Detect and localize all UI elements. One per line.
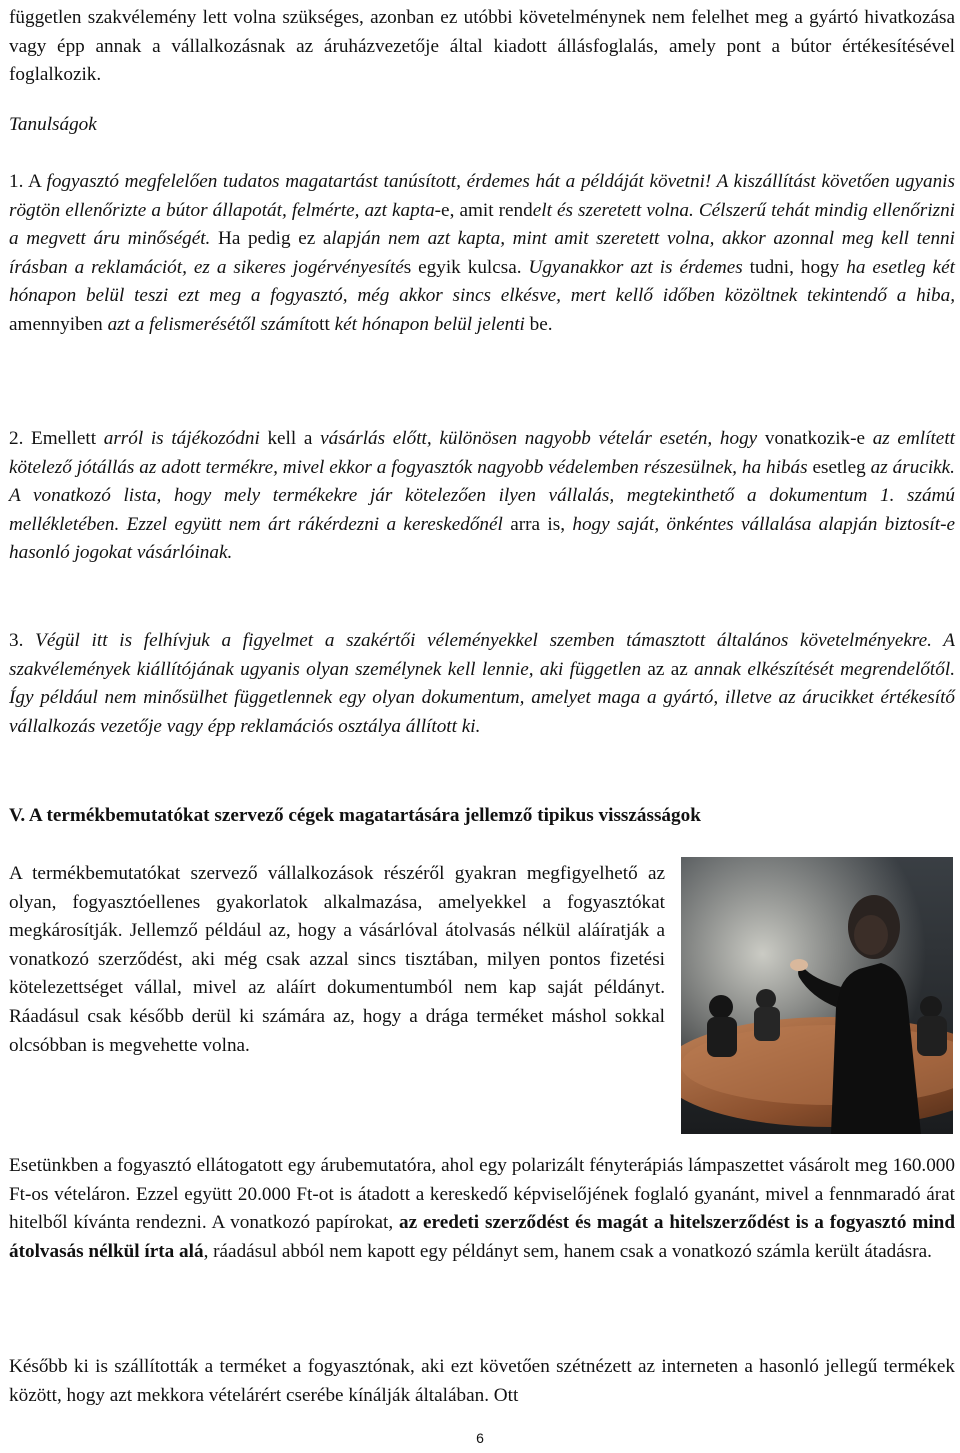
section-paragraph-1: A termékbemutatókat szervező vállalkozások részéről gyakran megfigyelhető az olyan, fogyasztóellenes gyakorlatok alkalmazása, amelyekkel a fogyasztókat megkárosítják. Jellemző például az, hogy a vásárlóval átolvasás nélkül aláíratják a vonatkozó szerződést, aki még csak azzal sincs tisztában, milyen pontos fizetési kötelezettséget vállal, mivel az aláírt dokumentumból nem kap saját példányt. Ráadásul csak később derül ki számára az, hogy a drága terméket máshol sokkal olcsóbban is megvehette volna. xyxy=(9,863,665,1056)
lessons-title: Tanulságok xyxy=(9,114,97,135)
section-paragraph-2: Esetünkben a fogyasztó ellátogatott egy árubemutatóra, ahol egy polarizált fényterápiás lámpaszettet vásárolt meg 160.000 Ft-os vételáron. Ezzel együtt 20.000 Ft-ot is átadott a kereskedő képviselőjének foglaló gyanánt, mivel a fennmaradó árat hitelből kívánta rendezni. A vonatkozó papírokat, az eredeti szerződést és magát a hitelszerződést is a fogyasztó mind átolvasás nélkül írta alá, ráadásul abból nem kapott egy példányt sem, hanem csak a vonatkozó számla került átadásra. xyxy=(9,1155,955,1262)
lesson-1: 1. A fogyasztó megfelelően tudatos magatartást tanúsított, érdemes hát a példáját követni! A kiszállítást követően ugyanis rögtön ellenőrizte a bútor állapotát, felmérte, azt kapta-e, amit rendelt és szeretett volna. Célszerű tehát mindig ellenőrizni a megvett áru minőségét. Ha pedig ez alapján nem azt kapta, mint amit szeretett volna, akkor azonnal meg kell tenni írásban a reklamációt, ez a sikeres jogérvényesítés egyik kulcsa. Ugyanakkor azt is érdemes tudni, hogy ha esetleg két hónapon belül teszi ezt meg a fogyasztó, még akkor sincs elkésve, mert kellő időben közöltnek tekintendő a hiba, amennyiben azt a felismerésétől számított két hónapon belül jelenti be. xyxy=(9,171,955,335)
intro-paragraph: független szakvélemény lett volna szükséges, azonban ez utóbbi követelménynek nem felelhet meg a gyártó hivatkozása vagy épp annak a vállalkozásnak az áruházvezetője által kiadott állásfoglalás, amely pont a bútor értékesítésével foglalkozik. xyxy=(9,7,955,86)
section-heading: V. A termékbemutatókat szervező cégek magatartására jellemző tipikus visszásságok xyxy=(9,805,701,826)
page-number: 6 xyxy=(476,1430,484,1446)
presentation-photo xyxy=(681,857,953,1134)
lesson-2: 2. Emellett arról is tájékozódni kell a vásárlás előtt, különösen nagyobb vételár esetén, hogy vonatkozik-e az említett kötelező jótállás az adott termékre, mivel ekkor a fogyasztók nagyobb védelemben részesülnek, ha hibás esetleg az árucikk. A vonatkozó lista, hogy mely termékekre jár kötelezően ilyen vállalás, megtekinthető a dokumentum 1. számú mellékletében. Ezzel együtt nem árt rákérdezni a kereskedőnél arra is, hogy saját, önkéntes vállalása alapján biztosít-e hasonló jogokat vásárlóinak. xyxy=(9,428,956,564)
lesson-3: 3. Végül itt is felhívjuk a figyelmet a szakértői véleményekkel szemben támasztott általános követelményekre. A szakvélemények kiállítójának ugyanis olyan személynek kell lennie, aki független az az annak elkészítését megrendelőtől. Így például nem minősülhet függetlennek egy olyan dokumentum, amelyet maga a gyártó, illetve az árucikket értékesítő vállalkozás vezetője vagy épp reklamációs osztálya állított ki. xyxy=(9,630,955,737)
section-paragraph-3: Később ki is szállították a terméket a fogyasztónak, aki ezt követően szétnézett az interneten a hasonló jellegű termékek között, hogy azt mekkora vételárért cserébe kínálják általában. Ott xyxy=(9,1356,955,1406)
